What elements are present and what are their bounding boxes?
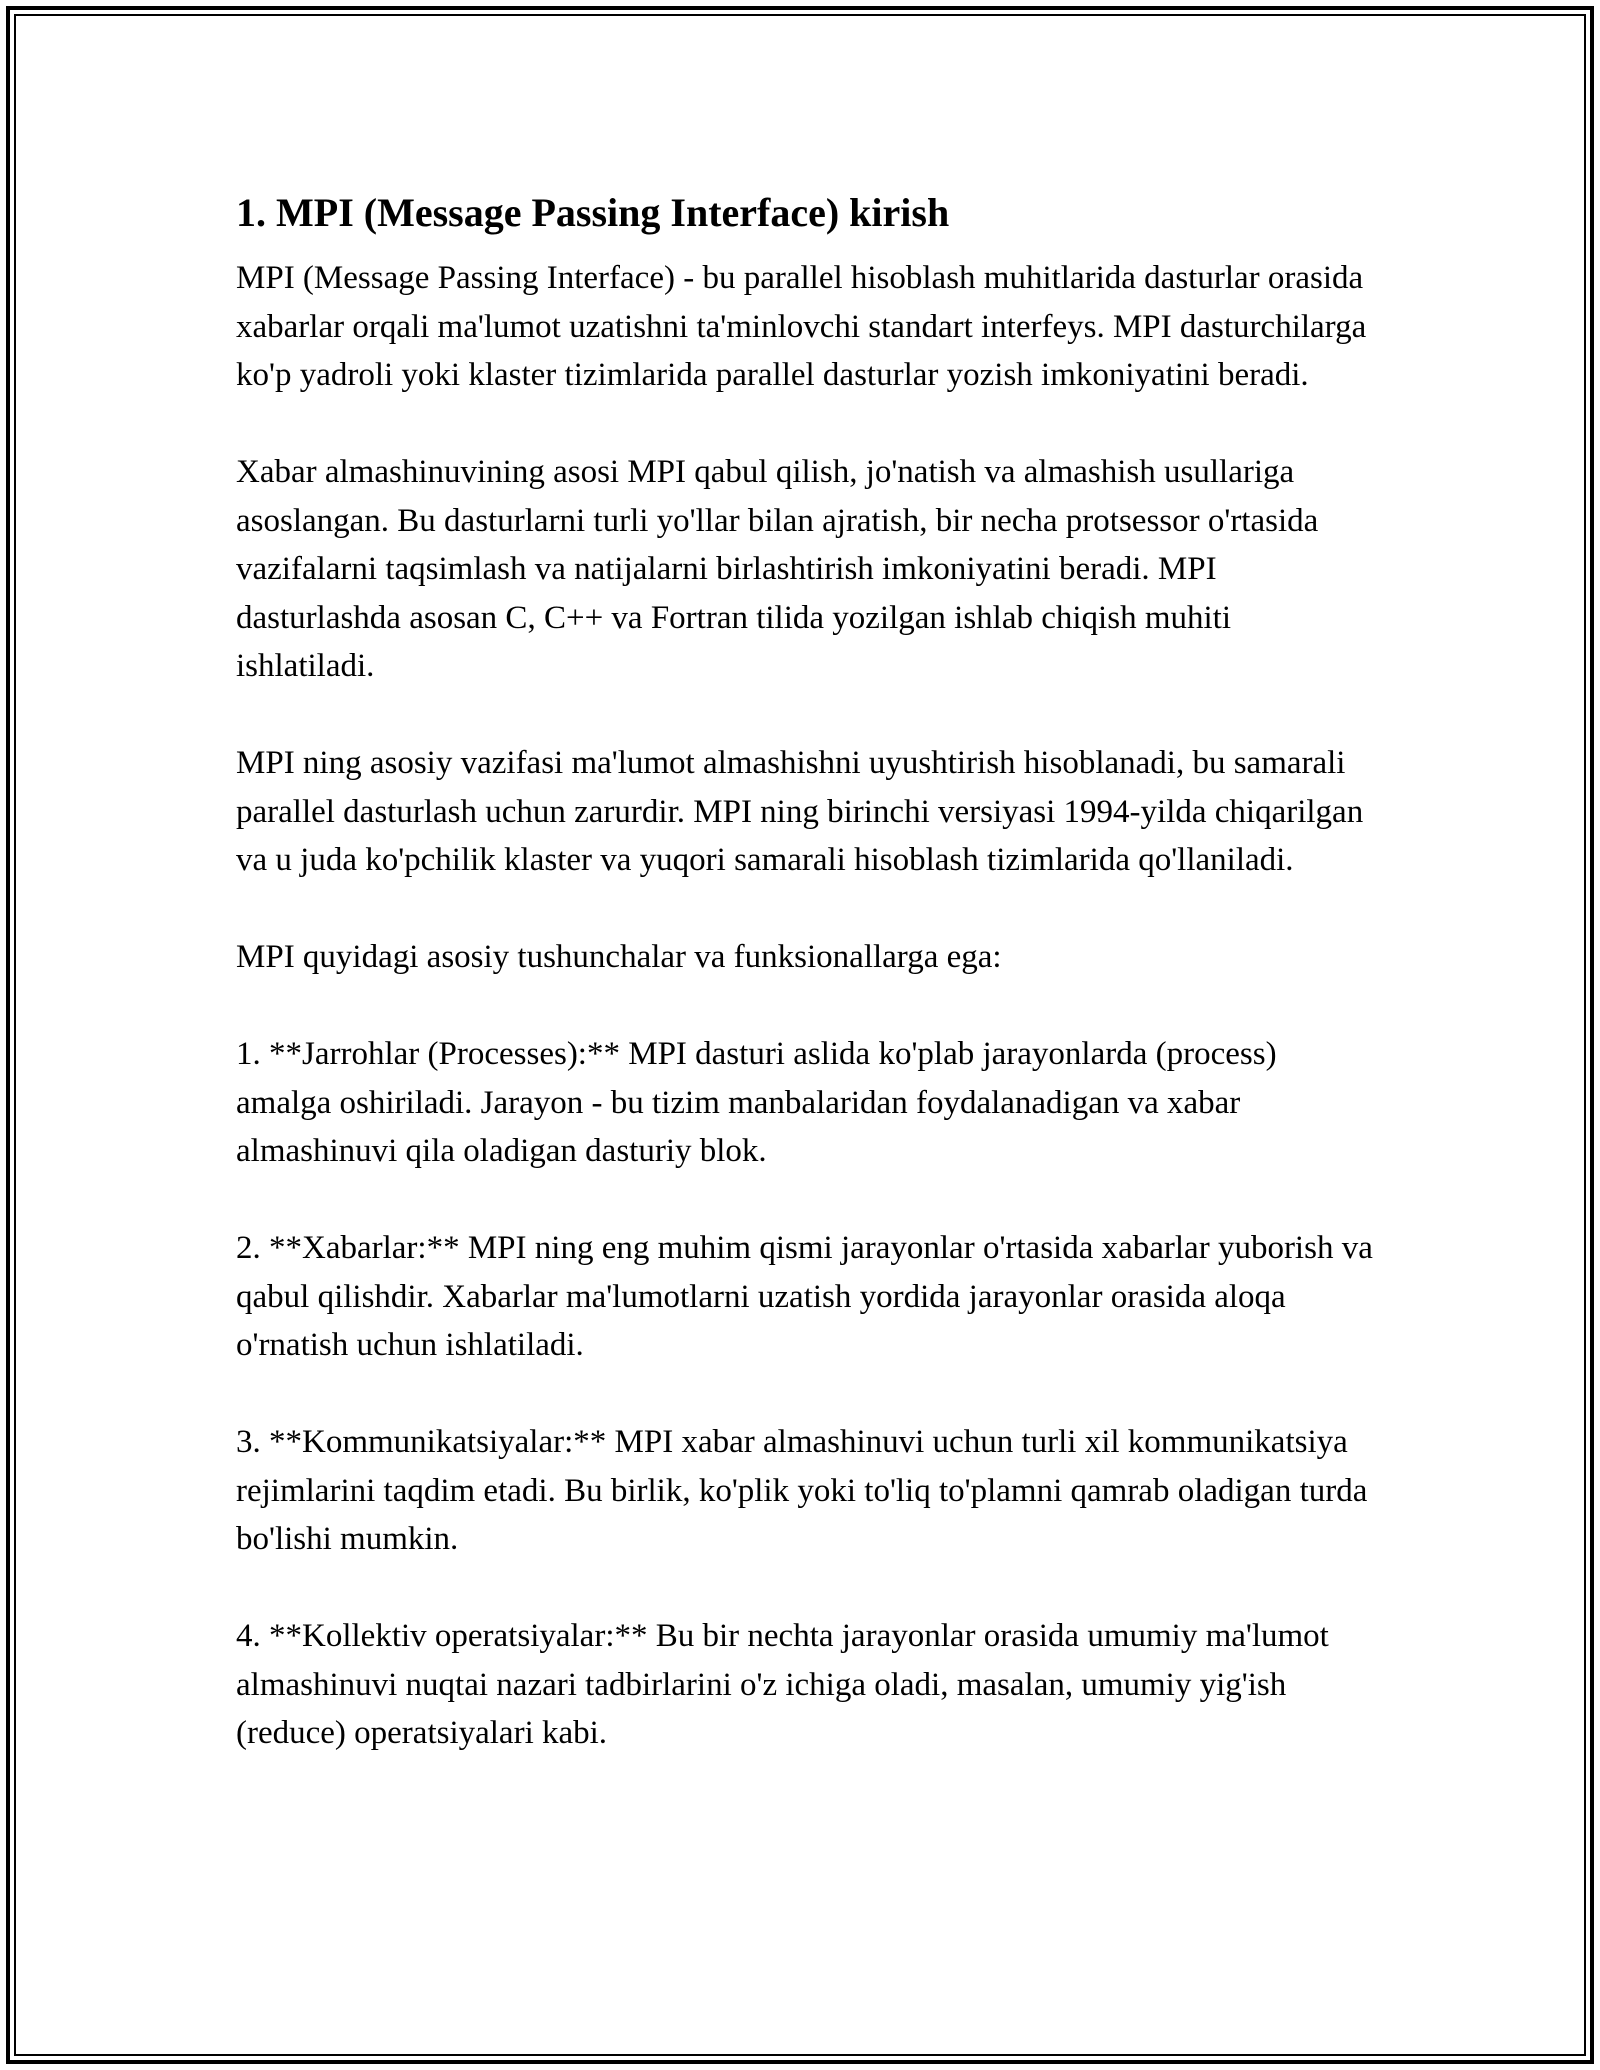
paragraph-main-task: MPI ning asosiy vazifasi ma'lumot almashishni uyushtirish hisoblanadi, bu samarali parallel dasturlash uchun zarurdir. MPI ning birinchi versiyasi 1994-yilda chiqarilgan va u juda ko'pchilik klaster va yuqori samarali hisoblash tizimlarida qo'llaniladi. [236, 745, 1364, 878]
list-item-messages: 2. **Xabarlar:** MPI ning eng muhim qismi jarayonlar o'rtasida xabarlar yuborish va qabul qilishdir. Xabarlar ma'lumotlarni uzatish yordida jarayonlar orasida aloqa o'rnatish uchun ishlatiladi. [236, 1230, 1373, 1363]
paragraph-concepts-intro: MPI quyidagi asosiy tushunchalar va funksionallarga ega: [236, 939, 1002, 975]
document-body [236, 180, 1376, 1806]
document-title: 1. MPI (Message Passing Interface) kirish [236, 190, 950, 235]
paragraph-intro: MPI (Message Passing Interface) - bu parallel hisoblash muhitlarida dasturlar orasida xabarlar orqali ma'lumot uzatishni ta'minlovchi standart interfeys. MPI dasturchilarga ko'p yadroli yoki klaster tizimlarida parallel dasturlar yozish imkoniyatini beradi. [236, 260, 1367, 393]
list-item-communications: 3. **Kommunikatsiyalar:** MPI xabar almashinuvi uchun turli xil kommunikatsiya rejimlarini taqdim etadi. Bu birlik, ko'plik yoki to'liq to'plamni qamrab oladigan turda bo'lishi mumkin. [236, 1424, 1368, 1557]
paragraph-message-passing: Xabar almashinuvining asosi MPI qabul qilish, jo'natish va almashish usullariga asoslangan. Bu dasturlarni turli yo'llar bilan ajratish, bir necha protsessor o'rtasida vazifalarni taqsimlash va natijalarni birlashtirish imkoniyatini beradi. MPI dasturlashda asosan C, C++ va Fortran tilida yozilgan ishlab chiqish muhiti ishlatiladi. [236, 454, 1319, 684]
list-item-processes: 1. **Jarrohlar (Processes):** MPI dasturi aslida ko'plab jarayonlarda (process) amalga oshiriladi. Jarayon - bu tizim manbalaridan foydalanadigan va xabar almashinuvi qila oladigan dasturiy blok. [236, 1036, 1277, 1169]
list-item-collective-operations: 4. **Kollektiv operatsiyalar:** Bu bir nechta jarayonlar orasida umumiy ma'lumot almashinuvi nuqtai nazari tadbirlarini o'z ichiga oladi, masalan, umumiy yig'ish (reduce) operatsiyalari kabi. [236, 1618, 1329, 1751]
